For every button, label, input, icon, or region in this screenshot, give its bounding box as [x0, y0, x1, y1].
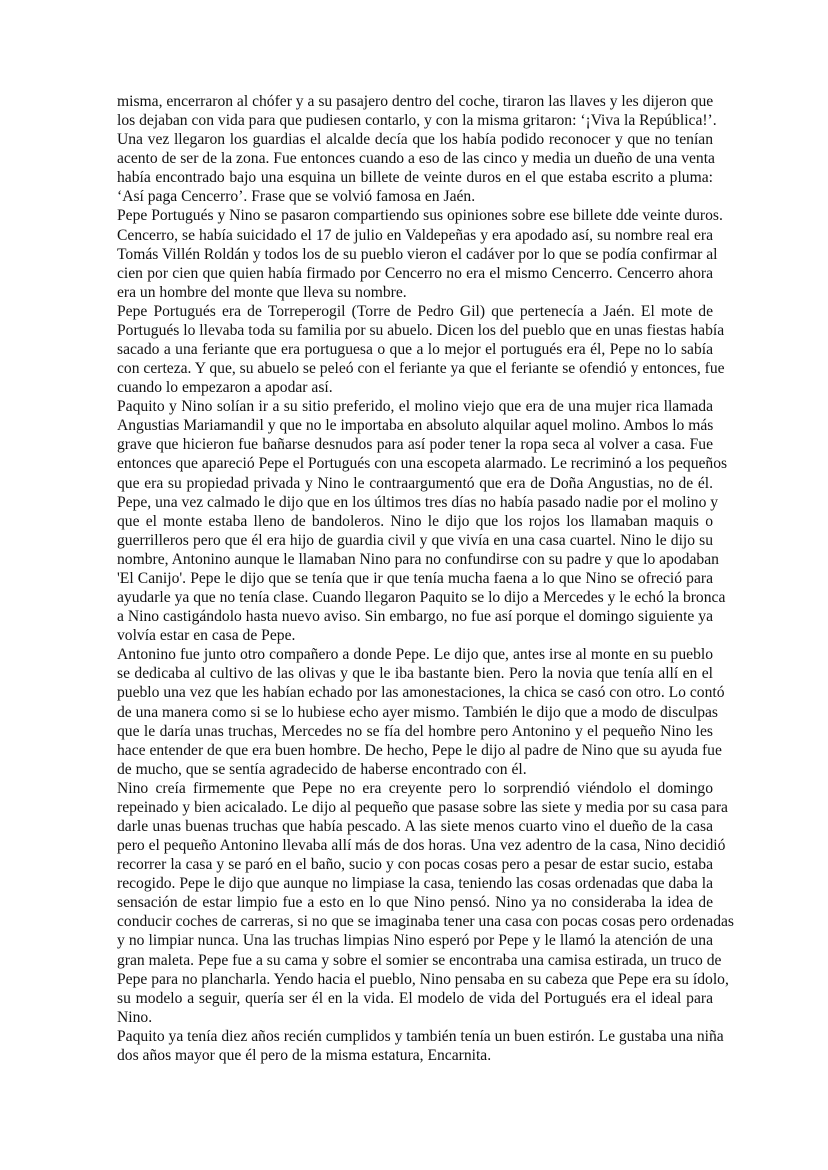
text-line: sensación de estar limpio fue a esto en lo que Nino pensó. Nino ya no consideraba la idea de: [117, 894, 713, 912]
text-line: Pepe para no plancharla. Yendo hacia el pueblo, Nino pensaba en su cabeza que Pepe era su ídolo,: [117, 970, 729, 988]
text-line: que era su propiedad privada y Nino le contraargumentó que era de Doña Angustias, no de él.: [117, 474, 713, 492]
text-line: Nino.: [117, 1008, 153, 1026]
paragraph: [117, 779, 734, 1027]
text-line: a Nino castigándolo hasta nuevo aviso. Sin embargo, no fue así porque el domingo siguiente ya: [117, 608, 713, 626]
document-page: [117, 92, 734, 1065]
text-line: sacado a una feriante que era portuguesa o que a lo mejor el portugués era él, Pepe no lo sabía: [117, 341, 713, 359]
text-line: de mucho, que se sentía agradecido de haberse encontrado con él.: [117, 760, 527, 778]
text-line: repeinado y bien acicalado. Le dijo al pequeño que pasase sobre las siete y media por su casa para: [117, 798, 728, 816]
text-line: cuando lo empezaron a apodar así.: [117, 379, 333, 397]
text-line: había encontrado bajo una esquina un billete de veinte duros en el que estaba escrito a pluma:: [117, 169, 713, 187]
text-line: su modelo a seguir, quería ser él en la vida. El modelo de vida del Portugués era el ideal para: [117, 989, 713, 1007]
paragraph: [117, 92, 717, 206]
text-line: los dejaban con vida para que pudiesen contarlo, y con la misma gritaron: ‘¡Viva la República!’.: [117, 112, 717, 130]
text-line: nombre, Antonino aunque le llamaban Nino para no confundirse con su padre y que lo apodaban: [117, 550, 719, 568]
text-line: Pepe Portugués y Nino se pasaron compartiendo sus opiniones sobre ese billete dde veinte duros.: [117, 207, 723, 225]
text-line: Cencerro, se había suicidado el 17 de julio en Valdepeñas y era apodado así, su nombre real era: [117, 226, 713, 244]
text-line: pero el pequeño Antonino llevaba allí más de dos horas. Una vez adentro de la casa, Nino decidió: [117, 837, 726, 855]
text-line: recogido. Pepe le dijo que aunque no limpiase la casa, teniendo las cosas ordenadas que daba la: [117, 875, 713, 893]
text-line: Pepe Portugués era de Torreperogil (Torre de Pedro Gil) que pertenecía a Jaén. El mote de: [117, 302, 713, 320]
text-line: Angustias Mariamandil y que no le importaba en absoluto alquilar aquel molino. Ambos lo más: [117, 417, 714, 435]
text-line: que el monte estaba lleno de bandoleros. Nino le dijo que los rojos los llamaban maquis o: [117, 512, 713, 530]
paragraph: [117, 645, 725, 779]
text-line: acento de ser de la zona. Fue entonces cuando a eso de las cinco y media un dueño de una venta: [117, 150, 715, 168]
text-line: ‘Así paga Cencerro’. Frase que se volvió famosa en Jaén.: [117, 188, 476, 206]
text-line: recorrer la casa y se paró en el baño, sucio y con pocas cosas pero a pesar de estar sucio, estaba: [117, 856, 713, 874]
text-line: se dedicaba al cultivo de las olivas y que le iba bastante bien. Pero la novia que tenía allí en el: [117, 665, 713, 683]
text-line: misma, encerraron al chófer y a su pasajero dentro del coche, tiraron las llaves y les dijeron que: [117, 93, 714, 110]
text-line: Portugués lo llevaba toda su familia por su abuelo. Dicen los del pueblo que en unas fiestas había: [117, 321, 725, 339]
text-line: de una manera como si se lo hubiese echo ayer mismo. También le dijo que a modo de disculpas: [117, 703, 718, 721]
paragraph: [117, 206, 723, 301]
text-line: Tomás Villén Roldán y todos los de su pueblo vieron el cadáver por lo que se podía confirmar al: [117, 245, 718, 263]
text-line: con certeza. Y que, su abuelo se peleó con el feriante ya que el feriante se ofendió y entonces, fue: [117, 360, 725, 378]
text-line: y no limpiar nunca. Una las truchas limpias Nino esperó por Pepe y le llamó la atención de una: [117, 932, 713, 950]
paragraph: [117, 302, 725, 397]
text-line: cien por cien que quien había firmado por Cencerro no era el mismo Cencerro. Cencerro ahora: [117, 264, 713, 282]
text-line: 'El Canijo'. Pepe le dijo que se tenía que ir que tenía mucha faena a lo que Nino se ofreció para: [117, 569, 713, 587]
text-line: gran maleta. Pepe fue a su cama y sobre el somier se encontraba una camisa estirada, un truco de: [117, 951, 722, 969]
text-line: conducir coches de carreras, si no que se imaginaba tener una casa con pocas cosas pero ordenadas: [117, 913, 734, 931]
text-line: guerrilleros pero que él era hijo de guardia civil y que vivía en una casa cuartel. Nino le dijo su: [117, 531, 713, 549]
text-line: hace entender de que era buen hombre. De hecho, Pepe le dijo al padre de Nino que su ayuda fue: [117, 741, 722, 759]
text-line: Una vez llegaron los guardias el alcalde decía que los había podido reconocer y que no tenían: [117, 131, 713, 149]
text-line: Pepe, una vez calmado le dijo que en los últimos tres días no había pasado nadie por el molino y: [117, 493, 719, 511]
text-line: entonces que apareció Pepe el Portugués con una escopeta alarmado. Le recriminó a los pequeños: [117, 455, 728, 473]
text-line: pueblo una vez que les habían echado por las amonestaciones, la chica se casó con otro. Lo contó: [117, 684, 725, 702]
text-line: volvía estar en casa de Pepe.: [117, 627, 296, 645]
text-line: darle unas buenas truchas que había pescado. A las siete menos cuarto vino el dueño de la casa: [117, 817, 713, 835]
text-line: Paquito ya tenía diez años recién cumplidos y también tenía un buen estirón. Le gustaba una niña: [117, 1027, 724, 1045]
text-line: Antonino fue junto otro compañero a donde Pepe. Le dijo que, antes irse al monte en su pueblo: [117, 646, 713, 664]
text-line: Paquito y Nino solían ir a su sitio preferido, el molino viejo que era de una mujer rica llamada: [117, 398, 713, 416]
paragraph: [117, 397, 728, 645]
text-line: Nino creía firmemente que Pepe no era creyente pero lo sorprendió viéndolo el domingo: [117, 779, 713, 797]
text-line: dos años mayor que él pero de la misma estatura, Encarnita.: [117, 1046, 492, 1064]
text-line: era un hombre del monte que lleva su nombre.: [117, 283, 407, 301]
text-line: grave que hicieron fue bañarse desnudos para así poder tener la ropa seca al volver a casa. Fue: [117, 436, 713, 454]
text-line: ayudarle ya que no tenía clase. Cuando llegaron Paquito se lo dijo a Mercedes y le echó la bronca: [117, 589, 726, 607]
text-line: que le daría unas truchas, Mercedes no se fía del hombre pero Antonino y el pequeño Nino les: [117, 722, 713, 740]
paragraph: [117, 1027, 724, 1065]
